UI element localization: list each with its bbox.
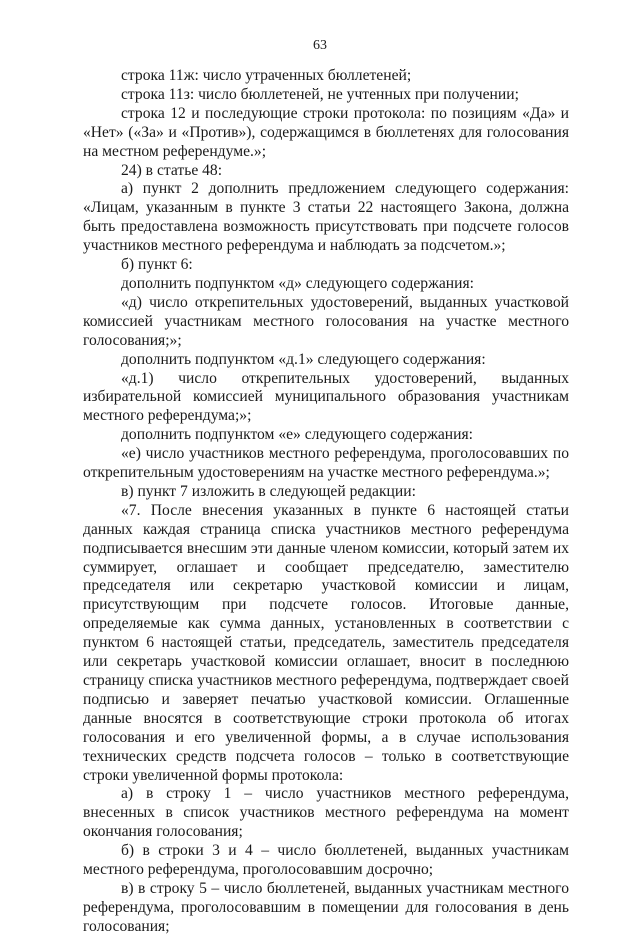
paragraph-item-24: 24) в статье 48: — [121, 161, 223, 179]
document-body — [83, 67, 569, 937]
paragraph-line-11z: строка 11з: число бюллетеней, не учтенных при получении; — [121, 85, 519, 103]
paragraph-line-11zh: строка 11ж: число утраченных бюллетеней; — [121, 67, 412, 84]
paragraph-line-12: строка 12 и последующие строки протокола: по позициям «Да» и «Нет» («За» и «Против»), содержащимся в бюллетенях для голосования на местном референдуме.»; — [83, 104, 569, 160]
paragraph-line-5: в) в строку 5 – число бюллетеней, выданных участникам местного референдума, проголосовавшим в помещении для голосования в день голосования; — [83, 879, 569, 935]
paragraph-add-e: дополнить подпунктом «е» следующего содержания: — [121, 426, 473, 444]
paragraph-quote-d: «д) число открепительных удостоверений, выданных участковой комиссией участникам местного голосования на участке местного голосования;»; — [83, 293, 569, 349]
paragraph-add-d1: дополнить подпунктом «д.1» следующего содержания: — [121, 350, 486, 368]
paragraph-subitem-a: а) пункт 2 дополнить предложением следующего содержания: «Лицам, указанным в пункте 3 статьи 22 настоящего Закона, должна быть предоставлена возможность присутствовать при подсчете голосов участников местного референдума и наблюдать за подсчетом.»; — [83, 180, 569, 255]
paragraph-subitem-b: б) пункт 6: — [121, 256, 193, 274]
paragraph-quote-e: «е) число участников местного референдума, проголосовавших по открепительным удостоверениям на участке местного референдума.»; — [83, 445, 569, 482]
paragraph-subitem-v: в) пункт 7 изложить в следующей редакции: — [121, 482, 416, 500]
paragraph-add-d: дополнить подпунктом «д» следующего содержания: — [121, 274, 474, 292]
page-number: 63 — [313, 38, 327, 53]
paragraph-quote-d1: «д.1) число открепительных удостоверений, выданных избирательной комиссией муниципального образования участникам местного референдума;»; — [83, 369, 569, 425]
paragraph-line-1: а) в строку 1 – число участников местного референдума, внесенных в список участников местного референдума на момент окончания голосования; — [83, 785, 569, 841]
paragraph-point-7: «7. После внесения указанных в пункте 6 настоящей статьи данных каждая страница списка участников местного референдума подписывается внесшим эти данные членом комиссии, который затем их суммирует, оглашает и сообщает председателю, заместителю председателя или секретарю участковой комиссии и лицам, присутствующим при подсчете голосов. Итоговые данные, определяемые как сумма данных, установленных в соответствии с пунктом 6 настоящей статьи, председатель, заместитель председателя или секретарь участковой комиссии оглашает, вносит в последнюю страницу списка участников местного референдума, подтверждает своей подписью и заверяет печатью участковой комиссии. Оглашенные данные вносятся в соответствующие строки протокола об итогах голосования и его увеличенной формы, а в случае использования технических средств подсчета голосов – только в соответствующие строки увеличенной формы протокола: — [83, 501, 569, 784]
paragraph-lines-3-4: б) в строки 3 и 4 – число бюллетеней, выданных участникам местного референдума, проголосовавшим досрочно; — [83, 842, 569, 879]
